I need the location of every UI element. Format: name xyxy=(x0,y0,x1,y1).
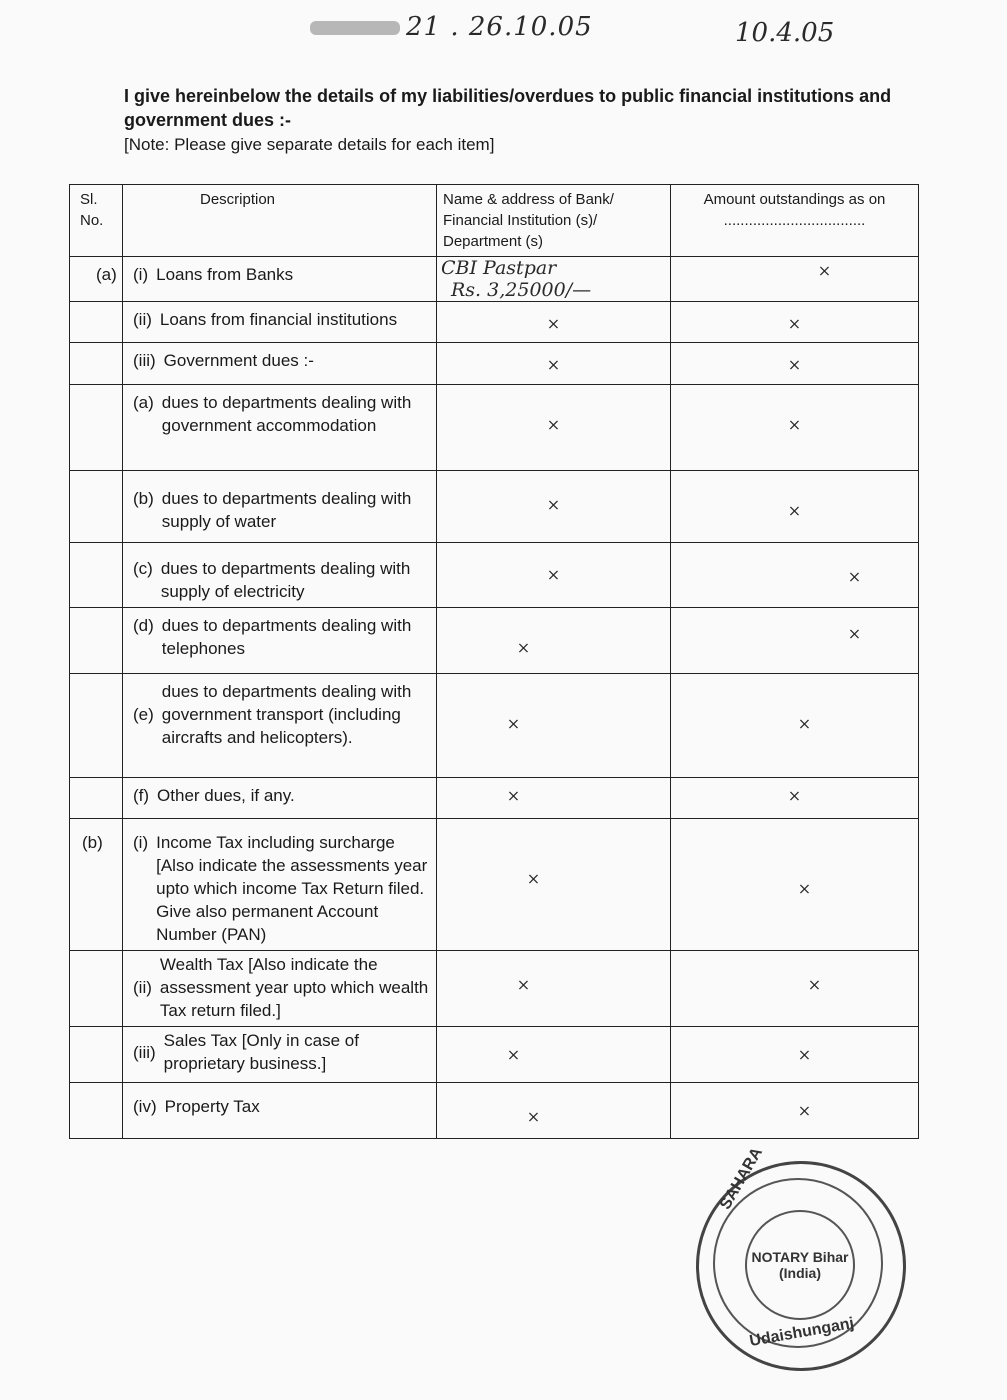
row-index: (ii) xyxy=(133,978,152,997)
table-row xyxy=(70,385,919,471)
row-description: dues to departments dealing with supply of electricity xyxy=(160,559,411,601)
row-description: Property Tax xyxy=(164,1097,260,1116)
cross-mark: × xyxy=(797,1045,812,1064)
intro-note: [Note: Please give separate details for each item] xyxy=(124,135,495,154)
stamp-bottom-text: Udaishunganj xyxy=(748,1314,856,1351)
header-description: Description xyxy=(123,185,437,257)
cross-mark: × xyxy=(506,786,521,805)
row-sl: (b) xyxy=(82,833,103,852)
row-description: Wealth Tax [Also indicate the assessment year upto which wealth Tax return filed.] xyxy=(159,955,429,1020)
cross-mark: × xyxy=(546,565,561,584)
intro-statement: I give hereinbelow the details of my liabilities/overdues to public financial institutions and government dues :- xyxy=(124,86,892,130)
row-description: Loans from Banks xyxy=(156,265,294,284)
cross-mark: × xyxy=(797,879,812,898)
row-index: (iii) xyxy=(133,351,156,370)
cross-mark: × xyxy=(847,624,862,643)
cross-mark: × xyxy=(546,495,561,514)
row-index: (iv) xyxy=(133,1097,157,1116)
handwritten-bank-name: CBI Pastpar Rs. 3,25000/— xyxy=(441,257,592,301)
table-row xyxy=(70,257,919,302)
cross-mark: × xyxy=(787,355,802,374)
row-index: (b) xyxy=(133,489,154,508)
handwritten-date: 10.4.05 xyxy=(735,18,835,48)
row-description: Income Tax including surcharge [Also indicate the assessments year upto which income Tax Return filed. Give also permanent Account Number (PAN) xyxy=(156,833,428,944)
cross-mark: × xyxy=(787,314,802,333)
row-description: dues to departments dealing with supply of water xyxy=(161,489,412,531)
cross-mark: × xyxy=(526,869,541,888)
header-bank: Name & address of Bank/ Financial Institution (s)/ Department (s) xyxy=(437,185,671,257)
cross-mark: × xyxy=(797,714,812,733)
row-description: dues to departments dealing with government transport (including aircrafts and helicopters). xyxy=(161,682,412,747)
table-header-row xyxy=(70,185,919,257)
handwritten-amount: Rs. 3,25000/— xyxy=(451,279,592,301)
row-index: (e) xyxy=(133,705,154,724)
table-row xyxy=(70,1027,919,1083)
liabilities-table xyxy=(69,184,919,1139)
table-row xyxy=(70,1083,919,1139)
row-description: Loans from financial institutions xyxy=(159,310,398,329)
table-row xyxy=(70,543,919,608)
cross-mark: × xyxy=(807,975,822,994)
cross-mark: × xyxy=(847,567,862,586)
cross-mark: × xyxy=(787,786,802,805)
cross-mark: × xyxy=(516,638,531,657)
cross-mark: × xyxy=(797,1101,812,1120)
row-index: (a) xyxy=(133,393,154,412)
cross-mark: × xyxy=(516,975,531,994)
handwritten-note: 21 . 26.10.05 xyxy=(310,12,593,42)
cross-mark: × xyxy=(506,714,521,733)
smudge xyxy=(310,21,400,35)
cross-mark: × xyxy=(817,261,832,280)
cross-mark: × xyxy=(526,1107,541,1126)
table-row xyxy=(70,819,919,951)
table-row xyxy=(70,951,919,1027)
row-index: (i) xyxy=(133,833,149,852)
row-sl: (a) xyxy=(96,265,117,284)
table-row xyxy=(70,608,919,674)
stamp-center: NOTARY Bihar (India) xyxy=(745,1210,855,1320)
cross-mark: × xyxy=(546,415,561,434)
row-description: Sales Tax [Only in case of proprietary business.] xyxy=(163,1031,359,1073)
row-description: Government dues :- xyxy=(163,351,314,370)
table-row xyxy=(70,674,919,778)
row-index: (c) xyxy=(133,559,153,578)
row-index: (i) xyxy=(133,265,149,284)
header-sl: Sl. No. xyxy=(70,185,123,257)
cross-mark: × xyxy=(506,1045,521,1064)
row-description: dues to departments dealing with government accommodation xyxy=(161,393,412,435)
table-row xyxy=(70,302,919,343)
cross-mark: × xyxy=(787,501,802,520)
row-index: (ii) xyxy=(133,310,152,329)
row-index: (iii) xyxy=(133,1042,156,1062)
row-index: (f) xyxy=(133,786,150,805)
row-index: (d) xyxy=(133,616,154,635)
row-description: Other dues, if any. xyxy=(157,786,295,805)
table-row xyxy=(70,778,919,819)
cross-mark: × xyxy=(546,355,561,374)
table-row xyxy=(70,471,919,543)
row-description: dues to departments dealing with telephones xyxy=(161,616,412,658)
cross-mark: × xyxy=(787,415,802,434)
stamp-top-text: SAHARA xyxy=(717,1144,766,1213)
table-row xyxy=(70,343,919,385)
notary-stamp xyxy=(696,1144,906,1371)
header-amount: Amount outstandings as on .................................. xyxy=(671,185,919,257)
cross-mark: × xyxy=(546,314,561,333)
